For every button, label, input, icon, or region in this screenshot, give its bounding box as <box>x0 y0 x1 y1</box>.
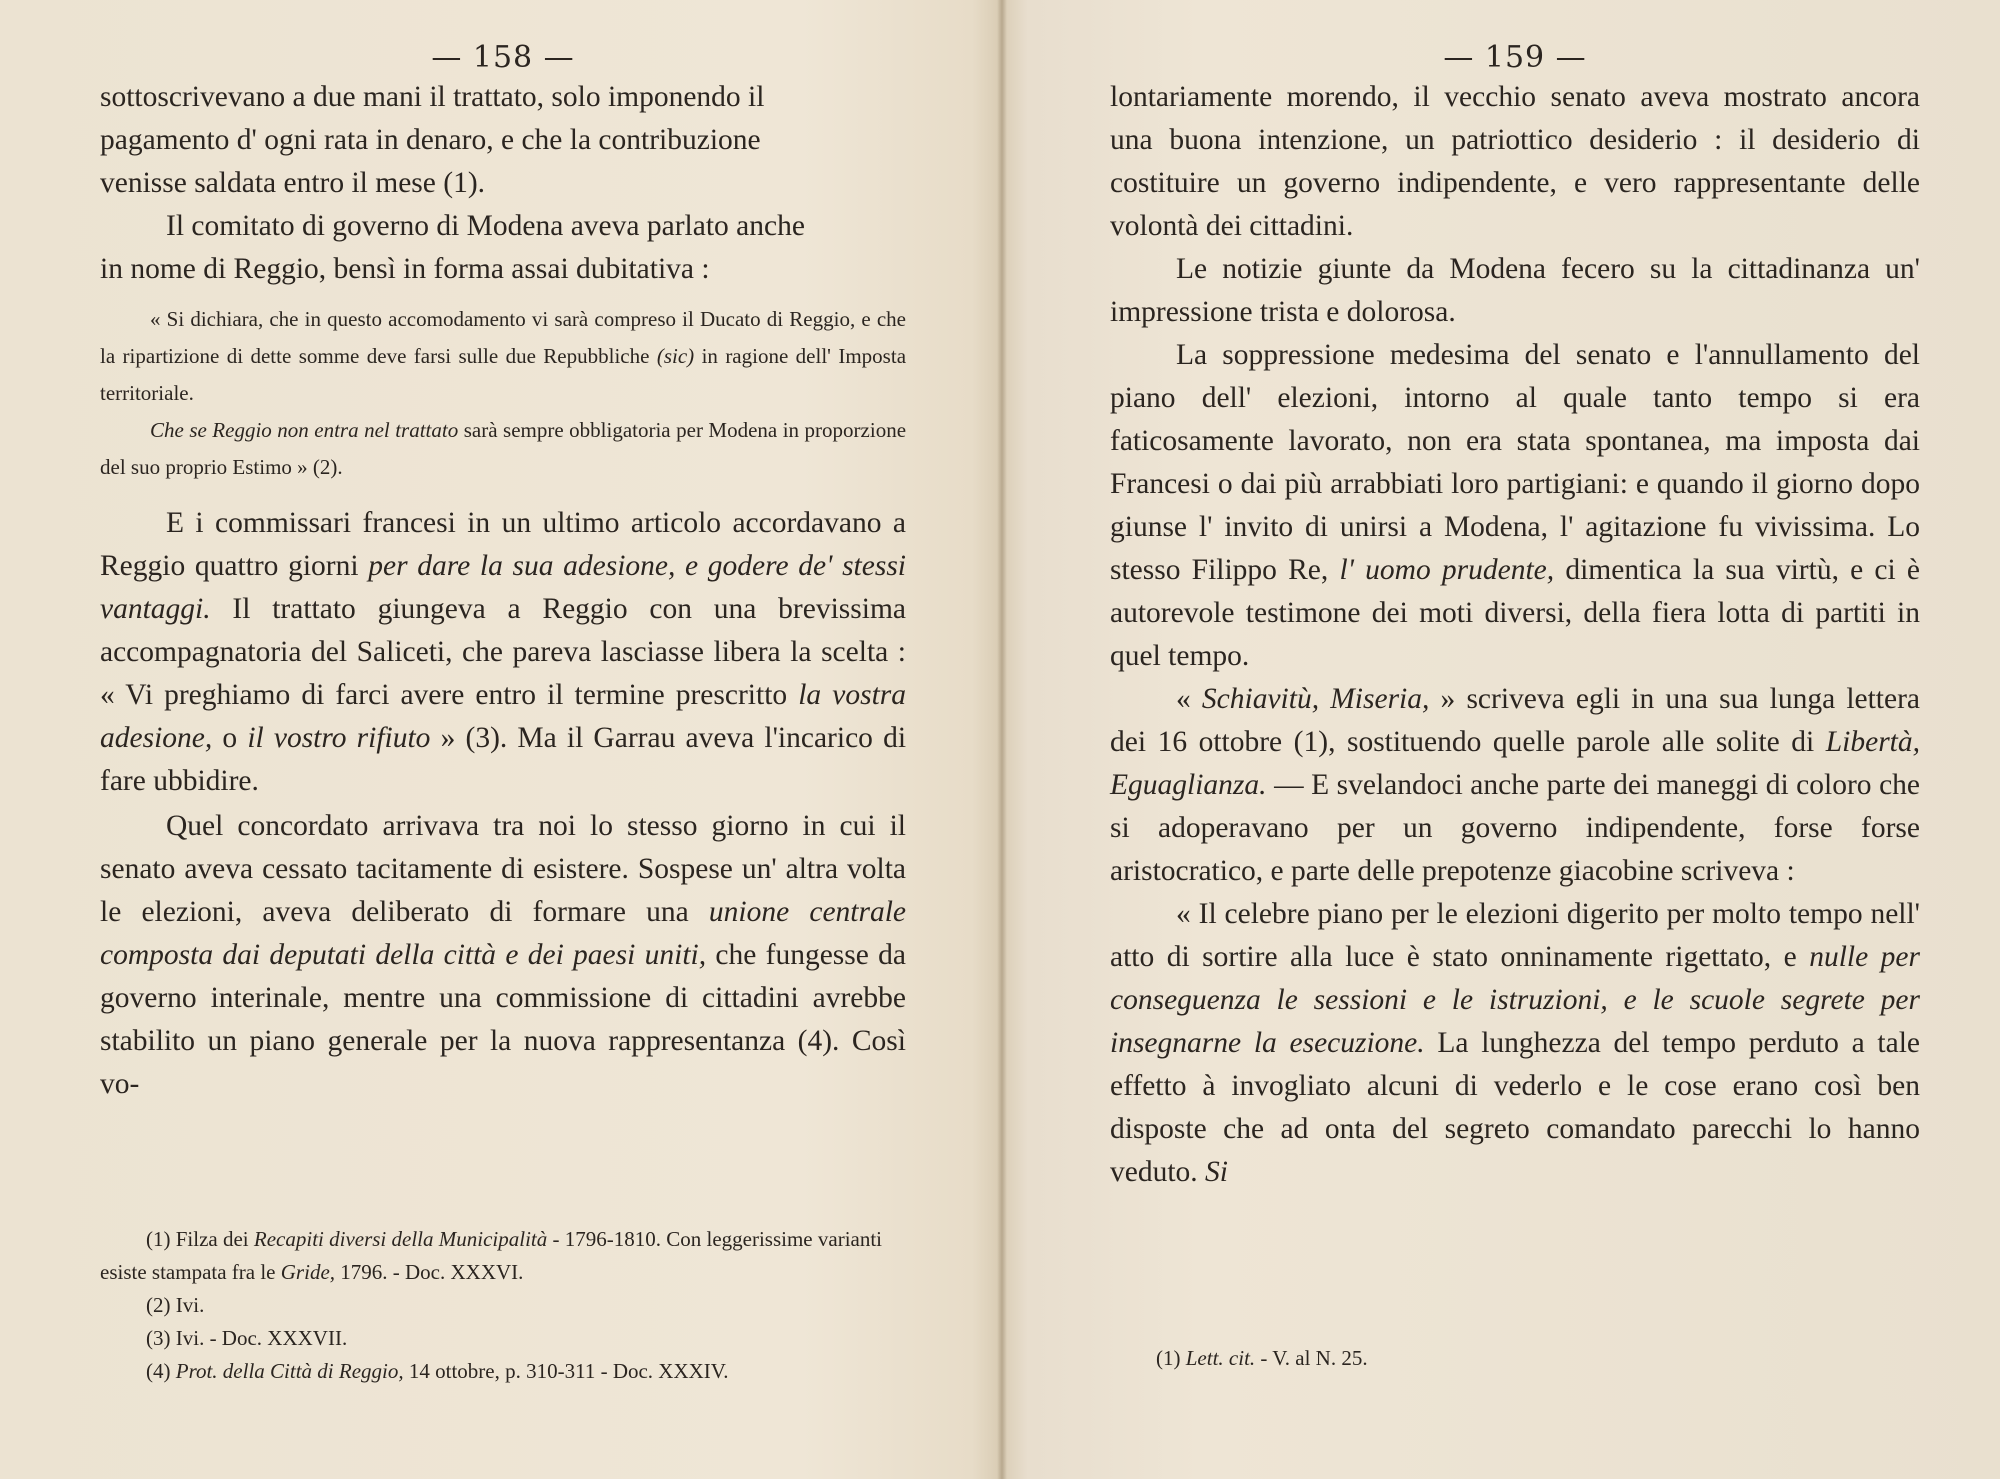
rfn-text-a: (1) <box>1156 1346 1181 1370</box>
left-paragraph-4 <box>100 805 906 1106</box>
para3-italic-d: la vostra adesione, <box>100 679 906 754</box>
left-line-3: venisse saldata entro il mese (1). <box>100 167 486 199</box>
quote-p1-end: in ragione dell' Imposta territoriale. <box>100 344 907 405</box>
para3-italic-f: il vostro rifiuto <box>247 722 431 754</box>
fn4-italic-b: Prot. della Città di Reggio, <box>175 1359 404 1383</box>
left-footnotes <box>100 1223 906 1388</box>
para3-text-c: Il trattato giungeva a Reggio con una brevissima accompagnatoria del Saliceti, che pareva lasciasse libera la scelta : « Vi preghiamo di farci avere entro il termine prescritto <box>100 593 906 711</box>
r-para4-text-e: — E svelandoci anche parte dei maneggi di coloro che si adoperavano per un governo indipendente, forse forse aristocratico, e parte delle prepotenze giacobine scriveva : <box>1110 769 1921 887</box>
right-paragraph-1: lontariamente morendo, il vecchio senato aveva mostrato ancora una buona intenzione, un patriottico desiderio : il desiderio di costituire un governo indipendente, e vero rappresentante delle volontà dei cittadini. <box>1110 81 1920 242</box>
quote-p2-italic: Che se Reggio non entra nel trattato <box>150 418 459 442</box>
r-para4-italic-d: Libertà, Eguaglianza. <box>1110 726 1920 801</box>
footnote-3: (3) Ivi. - Doc. XXXVII. <box>146 1326 348 1350</box>
right-paragraph-2: Le notizie giunte da Modena fecero su la cittadinanza un' impressione trista e dolorosa. <box>1110 253 1920 328</box>
quote-p1-sic: (sic) <box>656 344 695 368</box>
r-para5-text-a: « Il celebre piano per le elezioni digerito per molto tempo nell' atto di sortire alla luce è stato onninamente rigettato, e <box>1110 898 1920 973</box>
r-para5-italic-b: nulle per conseguenza le sessioni e le istruzioni, e le scuole segrete per insegnarne la esecuzione. <box>1110 941 1920 1059</box>
quote-p1-text: « Si dichiara, che in questo accomodamento vi sarà compreso il Ducato di Reggio, e che la ripartizione di dette somme deve farsi sulle due Repubbliche <box>100 307 906 368</box>
right-body <box>1110 76 1920 1194</box>
quote-p2-end: sarà sempre obbligatoria per Modena in proporzione del suo proprio Estimo » (2). <box>100 418 907 479</box>
left-body-2 <box>100 502 906 1106</box>
right-page <box>1110 0 1920 1479</box>
para4-text-a: Quel concordato arrivava tra noi lo stesso giorno in cui il senato aveva cessato tacitamente di esistere. Sospese un' altra volta le elezioni, aveva deliberato di formare una <box>100 810 906 928</box>
left-quote <box>100 301 906 486</box>
r-para3-text-a: La soppressione medesima del senato e l'annullamento del piano dell' elezioni, intorno al quale tanto tempo si era faticosamente lavorato, non era stata spontanea, ma imposta dai Francesi o dai più arrabbiati loro partigiani: e quando il giorno dopo giunse l' invito di unirsi a Modena, l' agitazione fu vivissima. Lo stesso Filippo Re, <box>1110 339 1920 586</box>
fn1-text-e: 1796. - Doc. XXXVI. <box>340 1260 524 1284</box>
rfn-text-c: - V. al N. 25. <box>1260 1346 1368 1370</box>
right-footnotes <box>1110 1342 1920 1375</box>
left-line-1: sottoscrivevano a due mani il trattato, solo imponendo il <box>100 81 765 113</box>
fn1-italic-d: Gride, <box>280 1260 336 1284</box>
r-para5-text-c: La lunghezza del tempo perduto a tale effetto à invogliato alcuni di vederlo e le cose erano così ben disposte che ad onta del segreto comandato parecchi lo hanno veduto. <box>1110 1027 1920 1188</box>
page-number-left: — 158 — <box>431 40 575 75</box>
r-para4-text-a: « <box>1176 683 1191 715</box>
right-paragraph-5 <box>1110 893 1920 1194</box>
left-body <box>100 76 906 291</box>
fn4-text-c: 14 ottobre, p. 310-311 - Doc. XXXIV. <box>408 1359 729 1383</box>
fn1-italic-b: Recapiti diversi della Municipalità <box>253 1227 548 1251</box>
r-para3-text-c: dimentica la sua virtù, e ci è autorevole testimone dei moti diversi, della fiera lotta di partiti in quel tempo. <box>1110 554 1921 672</box>
quote-paragraph-1 <box>100 301 906 412</box>
fn4-text-a: (4) <box>146 1359 171 1383</box>
left-line-4: Il comitato di governo di Modena aveva parlato anche <box>166 210 805 242</box>
page-number-right: — 159 — <box>1443 40 1587 75</box>
footnote-4 <box>100 1355 906 1388</box>
para3-text-a: E i commissari francesi in un ultimo articolo accordavano a Reggio quattro giorni <box>100 507 906 582</box>
fn1-text-c: - 1796-1810. Con leggerissime varianti esiste stampata fra le <box>100 1227 883 1284</box>
r-para4-text-c: » scriveva egli in una sua lunga lettera dei 16 ottobre (1), sostituendo quelle parole alle solite di <box>1110 683 1921 758</box>
footnote-1 <box>100 1223 906 1289</box>
left-page <box>100 0 906 1479</box>
para3-text-e: o <box>222 722 238 754</box>
para3-italic-b: per dare la sua adesione, e godere de' stessi vantaggi. <box>100 550 907 625</box>
book-gutter <box>997 0 1007 1479</box>
para3-text-g: » (3). Ma il Garrau aveva l'incarico di fare ubbidire. <box>100 722 907 797</box>
para4-text-c: che fungesse da governo interinale, mentre una commissione di cittadini avrebbe stabilito un piano generale per la nuova rappresentanza (4). Così vo- <box>100 939 906 1100</box>
r-para4-italic-b: Schiavitù, Miseria, <box>1201 683 1430 715</box>
quote-paragraph-2 <box>100 412 906 486</box>
right-paragraph-3 <box>1110 334 1920 678</box>
r-para5-italic-d: Si <box>1205 1156 1228 1188</box>
fn1-text-a: (1) Filza dei <box>146 1227 249 1251</box>
right-paragraph-4 <box>1110 678 1920 893</box>
left-line-2: pagamento d' ogni rata in denaro, e che la contribuzione <box>100 124 761 156</box>
footnote-2: (2) Ivi. <box>146 1293 205 1317</box>
rfn-italic-b: Lett. cit. <box>1185 1346 1256 1370</box>
r-para3-italic-b: l' uomo prudente, <box>1339 554 1555 586</box>
right-footnote-1 <box>1110 1342 1920 1375</box>
para4-italic-b: unione centrale composta dai deputati della città e dei paesi uniti, <box>100 896 907 971</box>
left-line-5: in nome di Reggio, bensì in forma assai dubitativa : <box>100 253 710 285</box>
left-paragraph-3 <box>100 502 906 803</box>
